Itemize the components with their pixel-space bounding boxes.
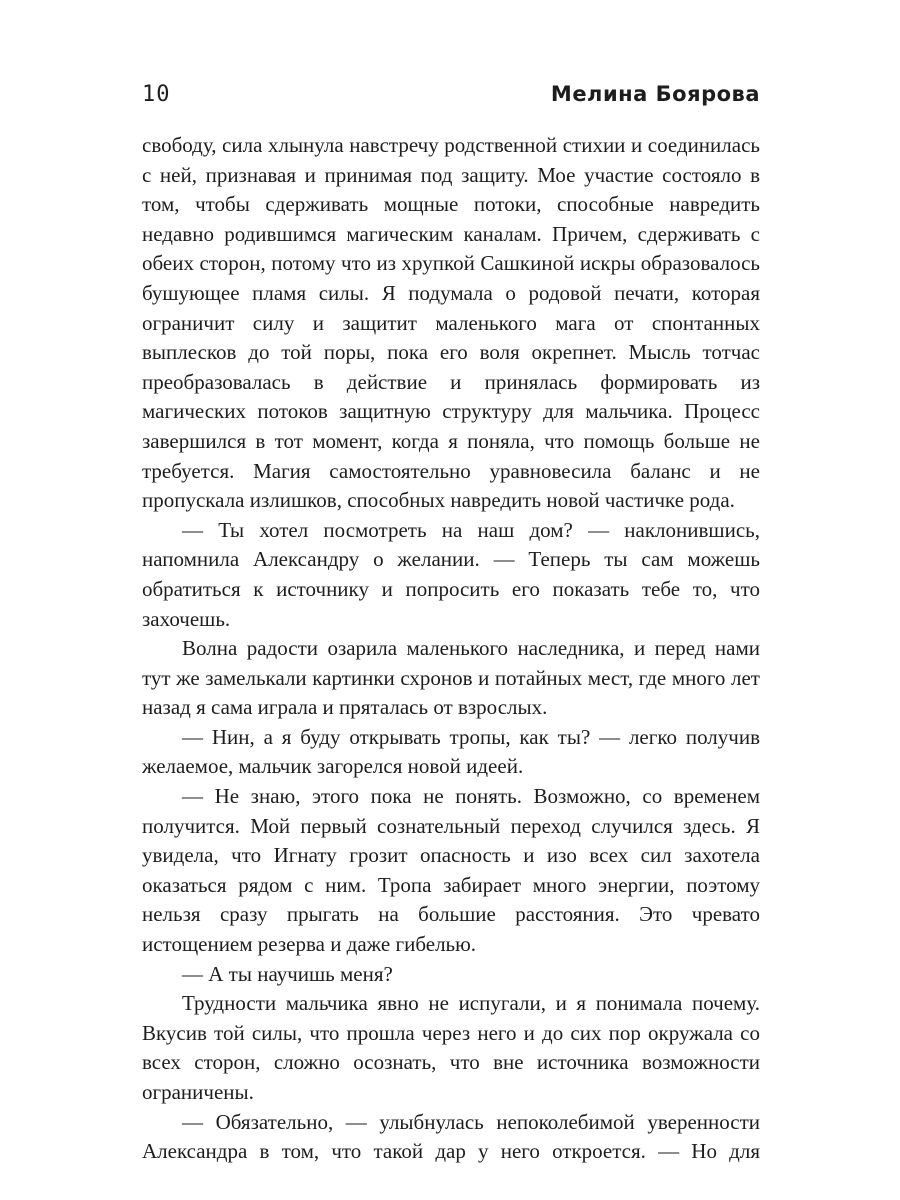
paragraph: — Обязательно, — улыбнулась непоколебимой уверенности Александра в том, что такой дар у него откроется. — Но для <box>142 1109 760 1164</box>
running-head <box>142 82 760 112</box>
paragraph: Трудности мальчика явно не испугали, и я понимала почему. Вкусив той силы, что прошла через него и до сих пор окружала со всех сторон, сложно осознать, что вне источника возможности ограничены. <box>142 991 760 1104</box>
paragraph: — Не знаю, этого пока не понять. Возможно, со временем получится. Мой первый сознательный переход случился здесь. Я увидела, что Игнату грозит опасность и изо всех сил захотела оказаться рядом с ним. Тропа забирает много энергии, поэтому нельзя сразу прыгать на большие расстояния. Это чревато истощением резерва и даже гибелью. <box>142 784 760 957</box>
page-number: 10 <box>142 82 171 107</box>
paragraph: — А ты научишь меня? <box>182 961 393 986</box>
paragraph: свободу, сила хлынула навстречу родственной стихии и соединилась с ней, признавая и принимая под защиту. Мое участие состояло в том, чтобы сдерживать мощные потоки, способные навредить недавно родившимся магическим каналам. Причем, сдерживать с обеих сторон, потому что из хрупкой Сашкиной искры образовалось бушующее пламя силы. Я подумала о родовой печати, которая ограничит силу и защитит маленького мага от спонтанных выплесков до той поры, пока его воля окрепнет. Мысль тотчас преобразовалась в действие и принялась формировать из магических потоков защитную структуру для мальчика. Процесс завершился в тот момент, когда я поняла, что помощь больше не требуется. Магия самостоятельно уравновесила баланс и не пропускала излишков, способных навредить новой частичке рода. <box>142 133 760 513</box>
body-text <box>142 131 760 1167</box>
author-name: Мелина Боярова <box>550 82 760 106</box>
paragraph: — Нин, а я буду открывать тропы, как ты? — легко получив желаемое, мальчик загорелся новой идеей. <box>142 724 760 779</box>
paragraph: — Ты хотел посмотреть на наш дом? — наклонившись, напомнила Александру о желании. — Теперь ты сам можешь обратиться к источнику и попросить его показать тебе то, что захочешь. <box>142 517 760 631</box>
paragraph: Волна радости озарила маленького наследника, и перед нами тут же замелькали картинки схронов и потайных мест, где много лет назад я сама играла и пряталась от взрослых. <box>142 636 760 720</box>
